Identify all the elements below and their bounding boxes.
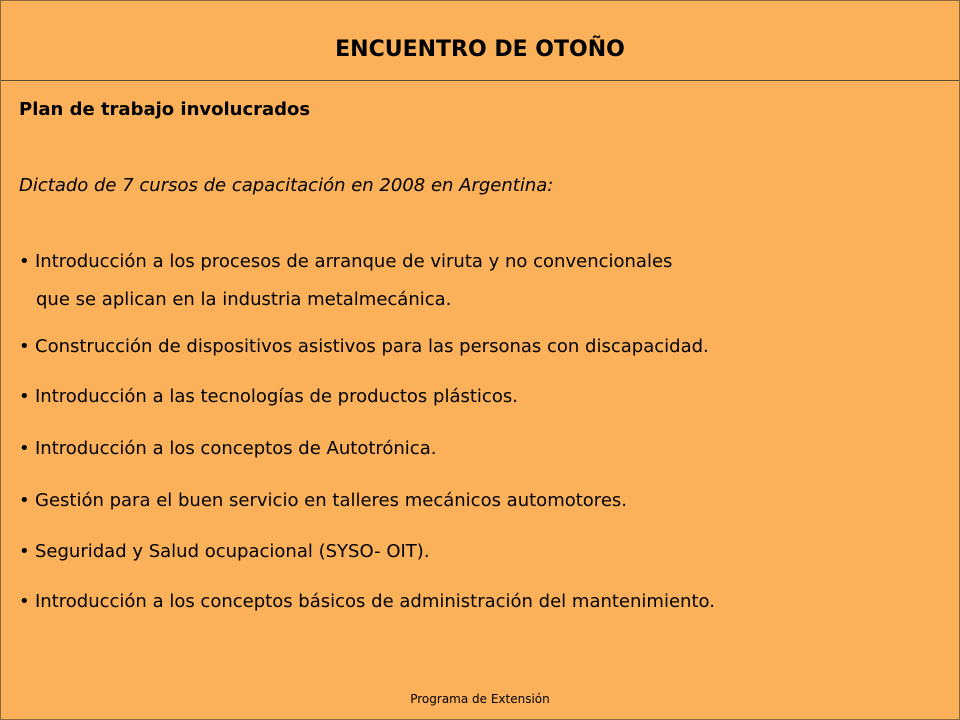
bullet-text: Seguridad y Salud ocupacional (SYSO- OIT). [35,541,430,562]
bullet-icon: • [19,438,30,459]
bullet-item [19,539,430,565]
title-bar [1,1,959,81]
bullet-item [19,589,715,615]
bullet-item [19,436,436,462]
bullet-icon: • [19,251,30,272]
bullet-icon: • [19,591,30,612]
slide-subtitle: Plan de trabajo involucrados [19,99,311,120]
bullet-item [19,334,709,360]
bullet-item [19,384,518,410]
bullet-icon: • [19,541,30,562]
bullet-text: Construcción de dispositivos asistivos para las personas con discapacidad. [35,336,709,357]
bullet-icon: • [19,336,30,357]
bullet-item [19,488,627,514]
bullet-text: Introducción a los procesos de arranque de viruta y no convencionales [35,251,673,272]
bullet-text: Gestión para el buen servicio en talleres mecánicos automotores. [35,490,627,511]
bullet-icon: • [19,490,30,511]
bullet-icon: • [19,386,30,407]
bullet-item-continuation: que se aplican en la industria metalmecánica. [36,289,452,310]
footer-text: Programa de Extensión [410,692,550,706]
slide-title: ENCUENTRO DE OTOÑO [335,37,625,62]
bullet-text: Introducción a las tecnologías de productos plásticos. [35,386,518,407]
intro-text: Dictado de 7 cursos de capacitación en 2008 en Argentina: [19,175,554,196]
bullet-text: Introducción a los conceptos de Autotrónica. [35,438,437,459]
bullet-text: Introducción a los conceptos básicos de administración del mantenimiento. [35,591,715,612]
bullet-item [19,249,672,275]
